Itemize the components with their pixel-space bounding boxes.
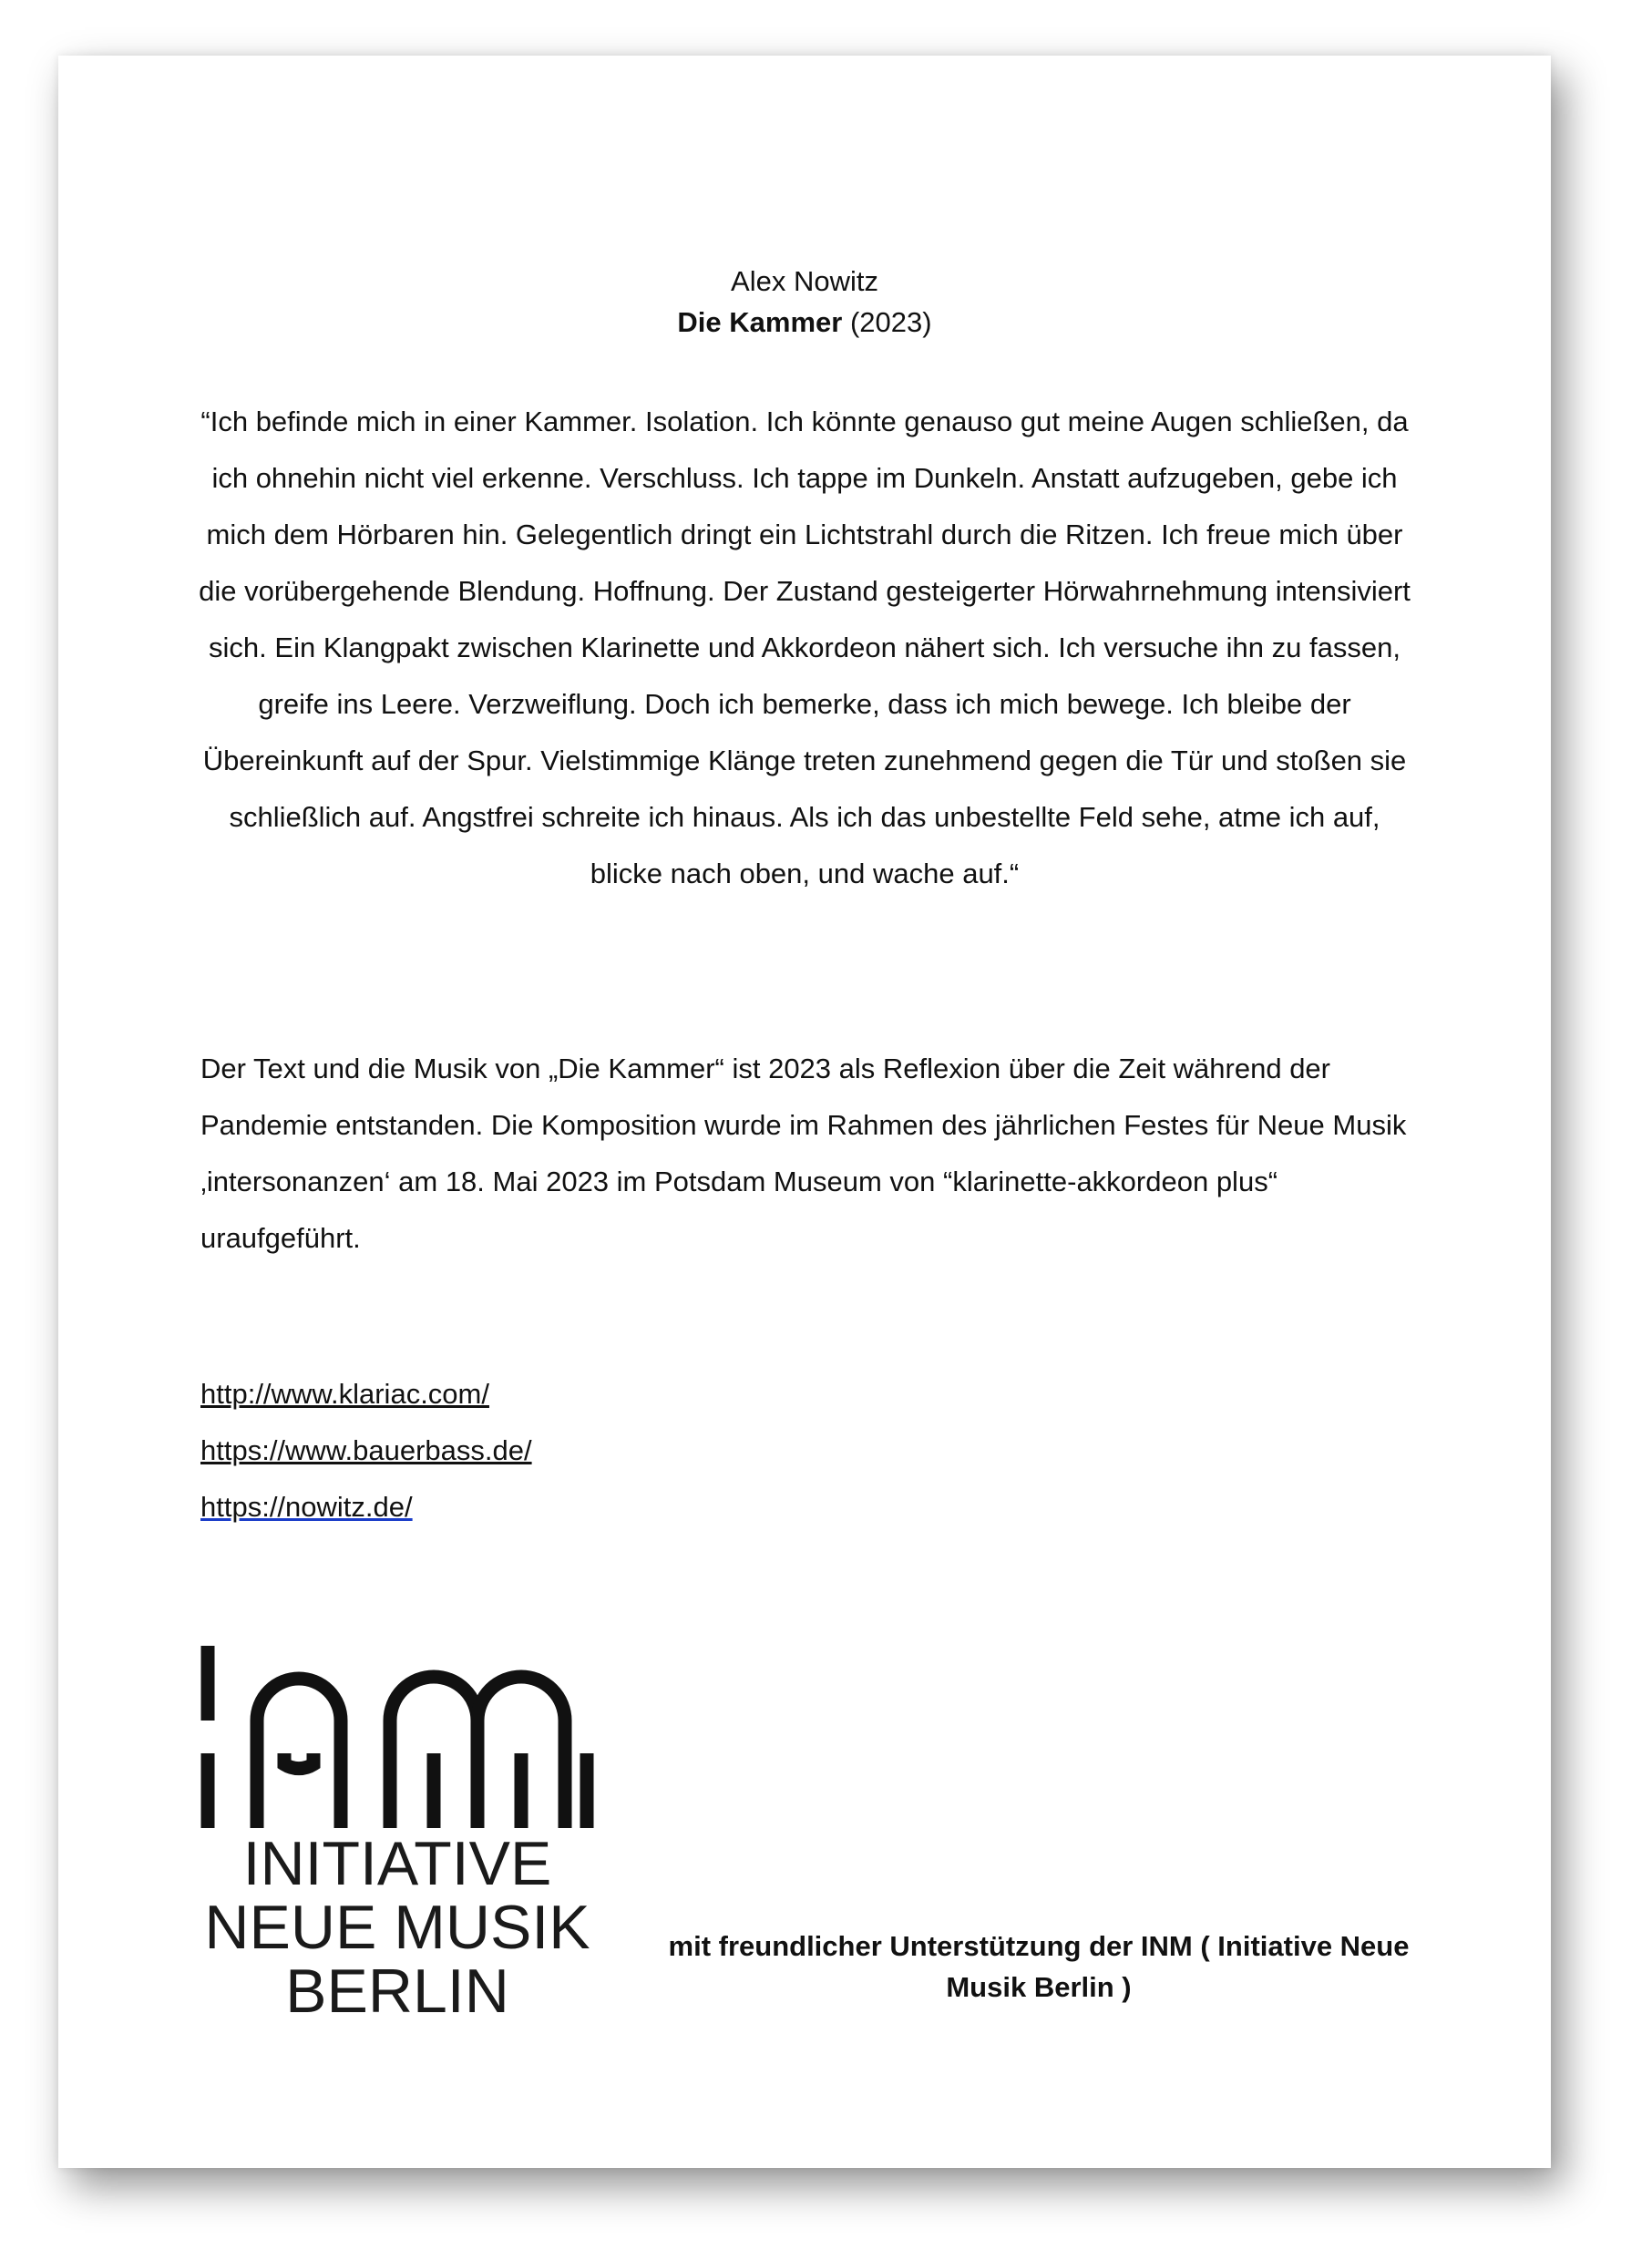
- logo-line-1: INITIATIVE: [242, 1829, 552, 1898]
- support-note: [629, 1926, 1449, 2008]
- author-name: Alex Nowitz: [731, 265, 878, 297]
- work-title-line: [58, 302, 1551, 343]
- link-klariac[interactable]: http://www.klariac.com/: [200, 1378, 489, 1410]
- document-header: [58, 261, 1551, 343]
- document-page: [58, 56, 1551, 2168]
- inm-logo-text: [197, 1829, 598, 2026]
- inm-logo: [197, 1646, 598, 2026]
- logo-line-2: NEUE MUSIK: [204, 1893, 590, 1962]
- description-paragraph: Der Text und die Musik von „Die Kammer“ ist 2023 als Reflexion über die Zeit während der Pandemie entstanden. Die Komposition wurde im Rahmen des jährlichen Festes für Neue Musik ‚intersonanzen‘ am 18. Mai 2023 im Potsdam Museum von “klarinette-akkordeon plus“ uraufgeführt.: [200, 1053, 1407, 1254]
- quote-paragraph: “Ich befinde mich in einer Kammer. Isolation. Ich könnte genauso gut meine Augen schließen, da ich ohnehin nicht viel erkenne. Verschluss. Ich tappe im Dunkeln. Anstatt aufzugeben, gebe ich mich dem Hörbaren hin. Gelegentlich dringt ein Lichtstrahl durch die Ritzen. Ich freue mich über die vorübergehende Blendung. Hoffnung. Der Zustand gesteigerter Hörwahrnehmung intensiviert sich. Ein Klangpakt zwischen Klarinette und Akkordeon nähert sich. Ich versuche ihn zu fassen, greife ins Leere. Verzweiflung. Doch ich bemerke, dass ich mich bewege. Ich bleibe der Übereinkunft auf der Spur. Vielstimmige Klänge treten zunehmend gegen die Tür und stoßen sie schließlich auf. Angstfrei schreite ich hinaus. Als ich das unbestellte Feld sehe, atme ich auf, blicke nach oben, und wache auf.“: [199, 406, 1411, 889]
- work-year: (2023): [849, 306, 932, 338]
- inm-logo-graphic: [197, 1646, 598, 1828]
- link-nowitz[interactable]: https://nowitz.de/: [200, 1491, 413, 1523]
- work-title: Die Kammer: [677, 306, 843, 338]
- link-bauerbass[interactable]: https://www.bauerbass.de/: [200, 1434, 532, 1466]
- support-line-2: Musik Berlin ): [946, 1971, 1132, 2003]
- support-line-1: mit freundlicher Unterstützung der INM ( Initiative Neue: [668, 1930, 1410, 1962]
- link-list: [200, 1366, 532, 1536]
- logo-line-3: BERLIN: [285, 1957, 509, 2026]
